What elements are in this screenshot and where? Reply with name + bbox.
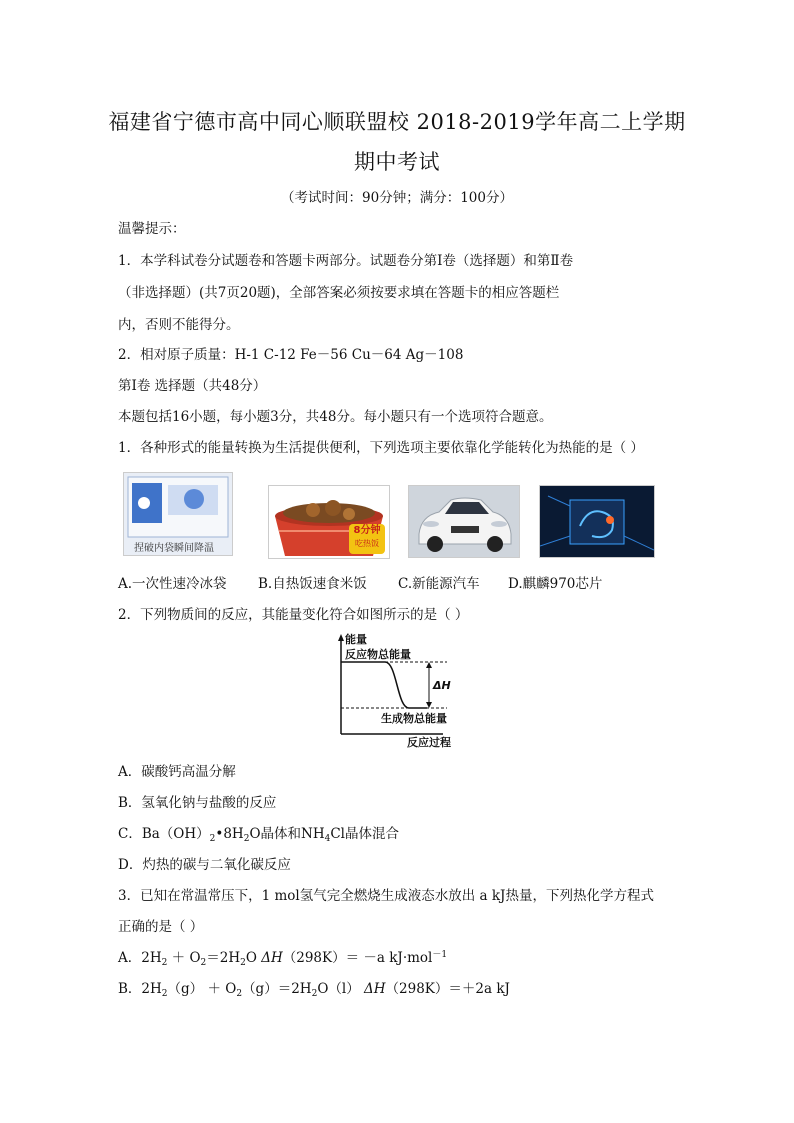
energy-curve xyxy=(341,662,427,708)
tip-1-line-b: （非选择题）(共7页20题)，全部答案必须按要求填在答题卡的相应答题栏 xyxy=(118,285,560,301)
question-3-stem-a: 3．已知在常温常压下，1 mol氢气完全燃烧生成液态水放出 a kJ热量，下列热化学方程式 xyxy=(118,888,654,904)
q1-option-b: B.自热饭速食米饭 xyxy=(258,576,367,592)
q3-option-b: B．$2H_2(g) + O_2(g)=2H_2O(l)$ ΔH（298K）＝＋2a kJ xyxy=(118,981,510,999)
title-line-2: 期中考试 xyxy=(354,150,440,174)
tip-1-line-c: 内，否则不能得分。 xyxy=(118,317,240,333)
exam-info: （考试时间：90分钟；满分：100分） xyxy=(281,190,513,206)
q2-option-b: B．氢氧化钠与盐酸的反应 xyxy=(118,795,277,811)
car-photo xyxy=(408,485,520,558)
q2-option-c: C．$Ba(OH)_2•8H_2O$晶体和$NH_4Cl$晶体混合 xyxy=(118,826,399,844)
delta-h-label: ΔH xyxy=(433,679,451,692)
energy-diagram xyxy=(325,632,465,748)
section-1-note: 本题包括16小题，每小题3分，共48分。每小题只有一个选项符合题意。 xyxy=(118,409,553,425)
reactant-energy-label: 反应物总能量 xyxy=(345,648,411,661)
ice-pack-caption: 捏破内袋瞬间降温 xyxy=(134,543,214,554)
q3-option-a: A．$2H_2 + O_2=2H_2O$ ΔH（298K）＝ －a kJ·mol$^{-1}$ xyxy=(118,950,448,968)
question-2-stem: 2．下列物质间的反应，其能量变化符合如图所示的是（ ） xyxy=(118,607,469,623)
title-line-1: 福建省宁德市高中同心顺联盟校 2018-2019学年高二上学期 xyxy=(108,110,686,134)
q1-option-d: D.麒麟970芯片 xyxy=(508,576,603,592)
tip-1-line-a: 1．本学科试卷分试题卷和答题卡两部分。试题卷分第Ⅰ卷（选择题）和第Ⅱ卷 xyxy=(118,253,574,269)
ice-pack-photo xyxy=(123,472,233,556)
product-energy-label: 生成物总能量 xyxy=(381,712,447,725)
question-1-stem: 1．各种形式的能量转换为生活提供便利，下列选项主要依靠化学能转化为热能的是（ ） xyxy=(118,440,644,456)
q1-option-c: C.新能源汽车 xyxy=(398,576,480,592)
chip-photo xyxy=(539,485,655,558)
tip-2: 2．相对原子质量：H-1 C-12 Fe－56 Cu－64 Ag－108 xyxy=(118,347,464,363)
energy-axis-arrow xyxy=(338,634,344,641)
energy-axis-label: 能量 xyxy=(345,633,367,646)
q1-option-a: A.一次性速冷冰袋 xyxy=(118,576,227,592)
process-axis-label: 反应过程 xyxy=(407,736,451,748)
q2-option-d: D．灼热的碳与二氧化碳反应 xyxy=(118,857,291,873)
delta-h-arrow-head-down xyxy=(426,702,432,708)
self-heating-rice-photo xyxy=(268,485,390,559)
question-3-stem-b: 正确的是（ ） xyxy=(118,919,204,935)
delta-h-arrow-head-up xyxy=(426,662,432,668)
cooking-time-badge: 8分钟 吃热饭 xyxy=(349,524,385,554)
tips-heading: 温馨提示： xyxy=(118,221,186,237)
q2-option-a: A．碳酸钙高温分解 xyxy=(118,764,236,780)
section-1-heading: 第Ⅰ卷 选择题（共48分） xyxy=(118,378,267,394)
